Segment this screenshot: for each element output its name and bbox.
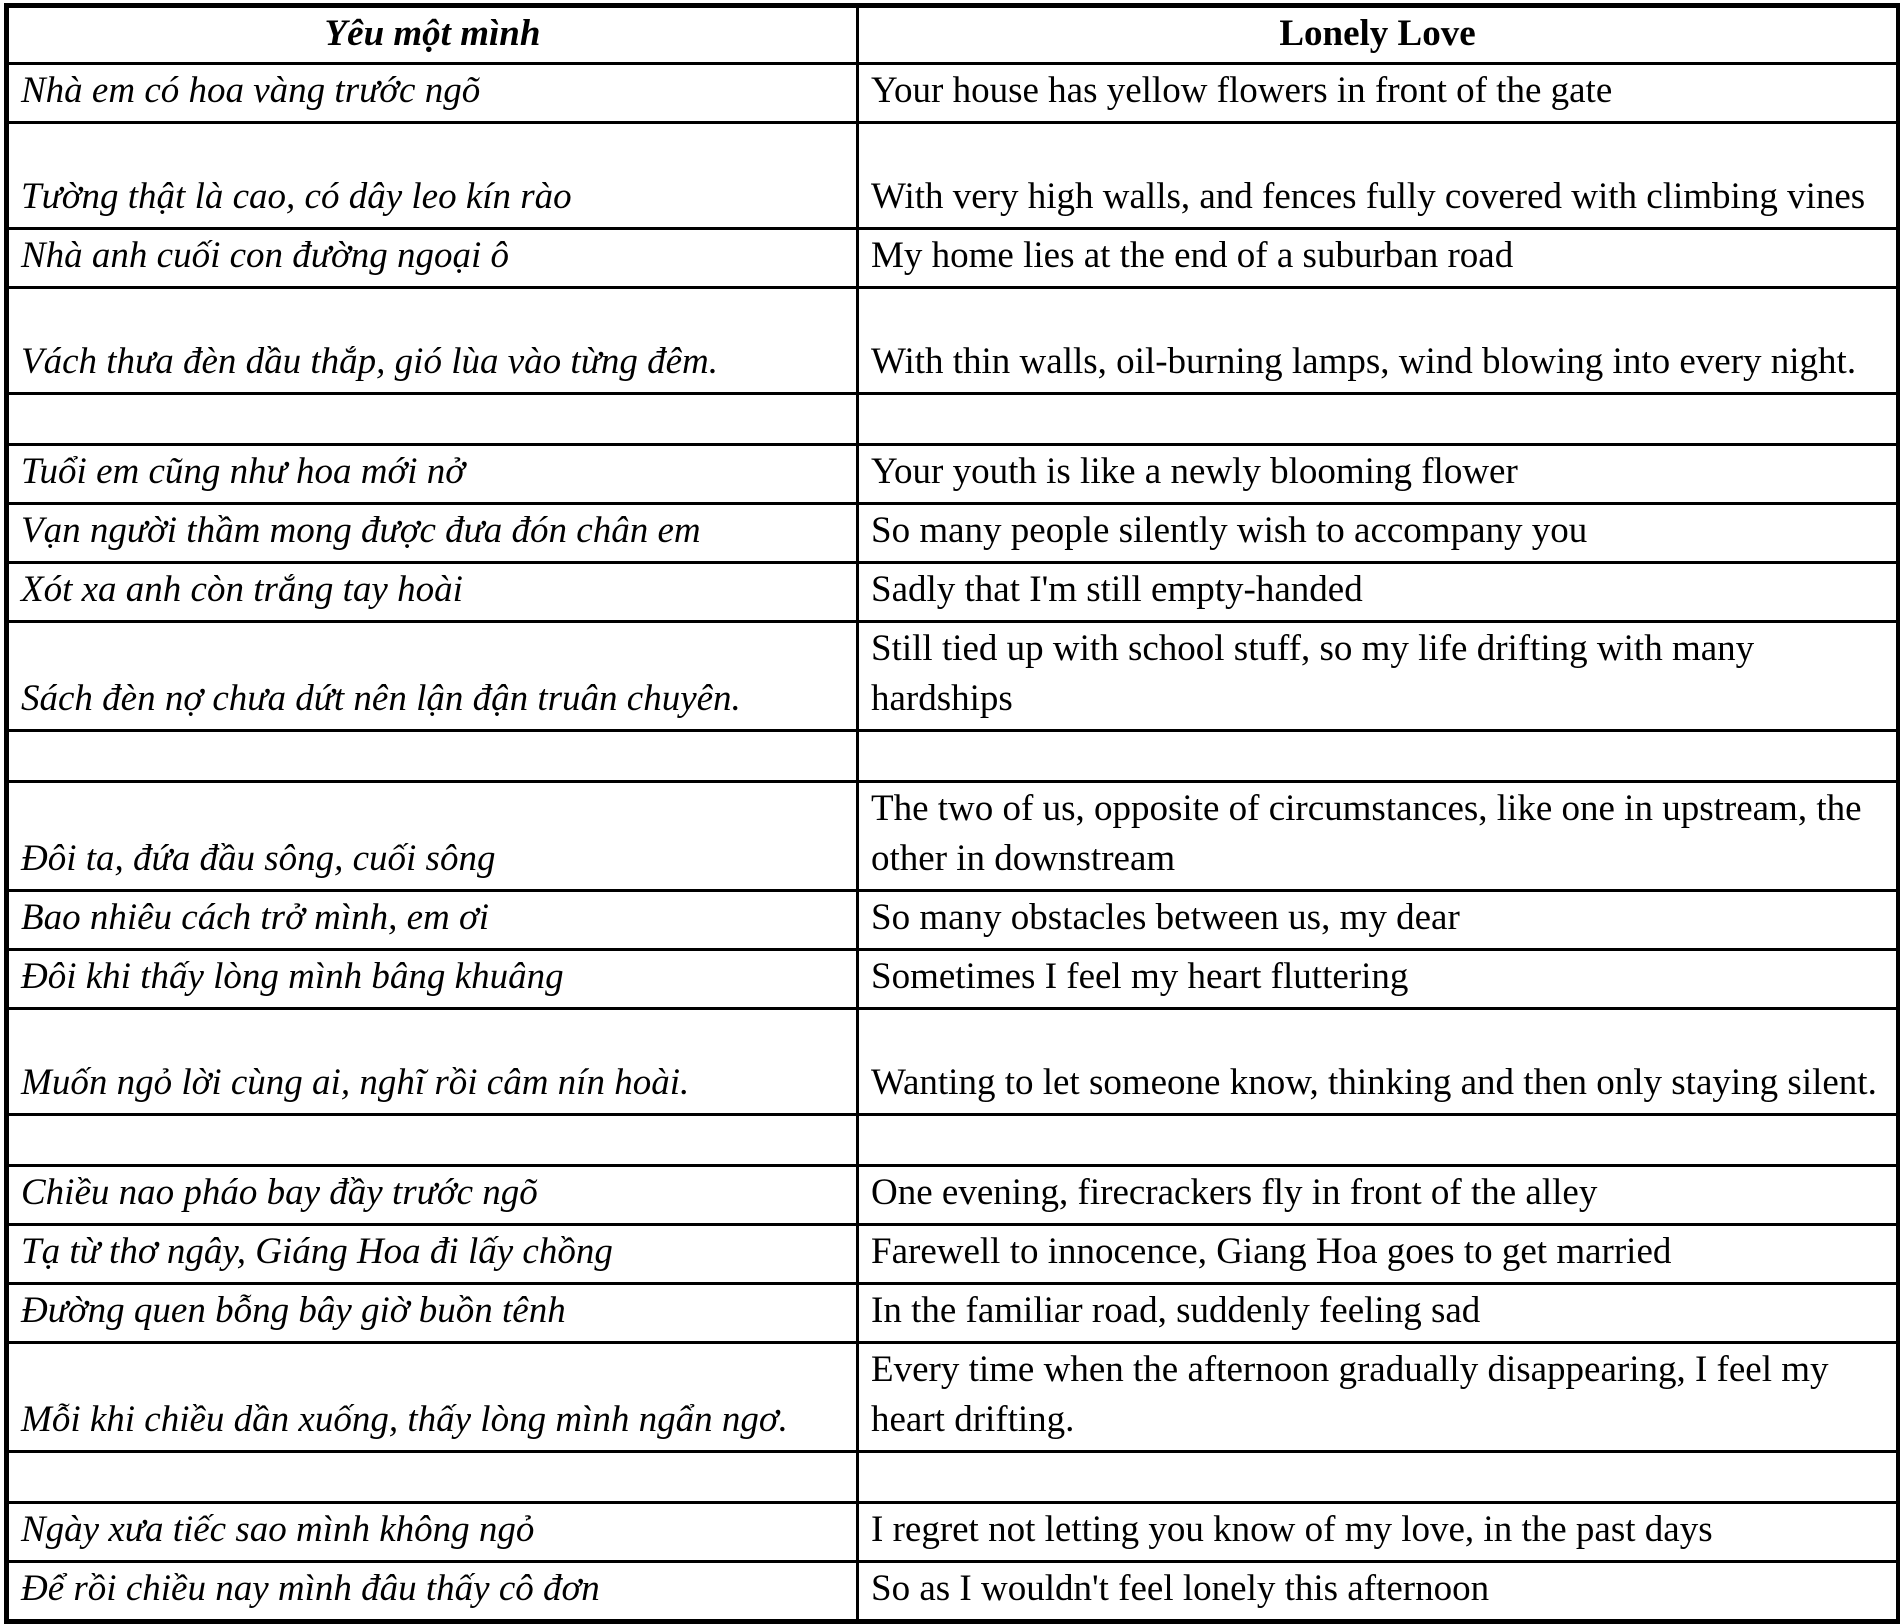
lyric-cell-en: Your house has yellow flowers in front of the gate (858, 64, 1899, 123)
lyric-cell-en: Farewell to innocence, Giang Hoa goes to get married (858, 1225, 1899, 1284)
lyric-row (7, 1343, 1899, 1452)
spacer-cell (7, 394, 858, 445)
lyric-row (7, 563, 1899, 622)
lyric-cell-en: Still tied up with school stuff, so my life drifting with many hardships (858, 622, 1899, 731)
spacer-cell (858, 1452, 1899, 1503)
lyric-cell-vi: Đôi ta, đứa đầu sông, cuối sông (7, 782, 858, 891)
lyric-cell-vi: Tường thật là cao, có dây leo kín rào (7, 123, 858, 229)
verse-spacer-row (7, 394, 1899, 445)
lyric-row (7, 891, 1899, 950)
lyric-cell-vi: Nhà em có hoa vàng trước ngõ (7, 64, 858, 123)
lyric-cell-vi: Ngày xưa tiếc sao mình không ngỏ (7, 1503, 858, 1562)
lyric-cell-en: Sometimes I feel my heart fluttering (858, 950, 1899, 1009)
lyric-row (7, 123, 1899, 229)
verse-spacer-row (7, 1452, 1899, 1503)
lyric-row (7, 64, 1899, 123)
lyric-cell-en: Your youth is like a newly blooming flower (858, 445, 1899, 504)
lyric-cell-vi: Để rồi chiều nay mình đâu thấy cô đơn (7, 1562, 858, 1622)
lyric-cell-en: In the familiar road, suddenly feeling sad (858, 1284, 1899, 1343)
spacer-cell (858, 731, 1899, 782)
lyric-cell-vi: Bao nhiêu cách trở mình, em ơi (7, 891, 858, 950)
lyric-cell-vi: Tuổi em cũng như hoa mới nở (7, 445, 858, 504)
header-row (7, 6, 1899, 64)
lyric-cell-vi: Xót xa anh còn trắng tay hoài (7, 563, 858, 622)
lyric-row (7, 622, 1899, 731)
lyric-row (7, 229, 1899, 288)
lyric-cell-vi: Vách thưa đèn dầu thắp, gió lùa vào từng đêm. (7, 288, 858, 394)
lyric-row (7, 1009, 1899, 1115)
lyric-row (7, 445, 1899, 504)
verse-spacer-row (7, 731, 1899, 782)
lyric-cell-en: So as I wouldn't feel lonely this afternoon (858, 1562, 1899, 1622)
lyrics-translation-table (4, 3, 1900, 1624)
lyric-cell-vi: Đôi khi thấy lòng mình bâng khuâng (7, 950, 858, 1009)
lyric-row (7, 950, 1899, 1009)
lyric-cell-vi: Tạ từ thơ ngây, Giáng Hoa đi lấy chồng (7, 1225, 858, 1284)
lyric-row (7, 504, 1899, 563)
lyric-cell-en: My home lies at the end of a suburban road (858, 229, 1899, 288)
spacer-cell (7, 1452, 858, 1503)
lyric-cell-vi: Đường quen bỗng bây giờ buồn tênh (7, 1284, 858, 1343)
spacer-cell (7, 731, 858, 782)
lyric-cell-vi: Chiều nao pháo bay đầy trước ngõ (7, 1166, 858, 1225)
lyric-cell-en: Wanting to let someone know, thinking and then only staying silent. (858, 1009, 1899, 1115)
lyric-cell-en: With very high walls, and fences fully covered with climbing vines (858, 123, 1899, 229)
lyric-row (7, 1562, 1899, 1622)
lyric-row (7, 782, 1899, 891)
spacer-cell (858, 394, 1899, 445)
column-header-vietnamese-title: Yêu một mình (7, 6, 858, 64)
lyric-cell-vi: Mỗi khi chiều dần xuống, thấy lòng mình ngẩn ngơ. (7, 1343, 858, 1452)
column-header-english-title: Lonely Love (858, 6, 1899, 64)
lyric-cell-en: So many people silently wish to accompany you (858, 504, 1899, 563)
lyric-cell-en: So many obstacles between us, my dear (858, 891, 1899, 950)
verse-spacer-row (7, 1115, 1899, 1166)
lyric-cell-vi: Muốn ngỏ lời cùng ai, nghĩ rồi câm nín hoài. (7, 1009, 858, 1115)
lyric-cell-en: One evening, firecrackers fly in front of the alley (858, 1166, 1899, 1225)
lyric-cell-vi: Sách đèn nợ chưa dứt nên lận đận truân chuyên. (7, 622, 858, 731)
lyric-cell-en: Every time when the afternoon gradually disappearing, I feel my heart drifting. (858, 1343, 1899, 1452)
lyric-row (7, 1225, 1899, 1284)
lyric-cell-vi: Nhà anh cuối con đường ngoại ô (7, 229, 858, 288)
lyric-row (7, 288, 1899, 394)
lyric-cell-en: The two of us, opposite of circumstances, like one in upstream, the other in downstream (858, 782, 1899, 891)
spacer-cell (858, 1115, 1899, 1166)
lyric-row (7, 1166, 1899, 1225)
lyric-row (7, 1284, 1899, 1343)
lyric-cell-en: Sadly that I'm still empty-handed (858, 563, 1899, 622)
spacer-cell (7, 1115, 858, 1166)
lyric-row (7, 1503, 1899, 1562)
lyric-cell-en: I regret not letting you know of my love, in the past days (858, 1503, 1899, 1562)
lyric-cell-en: With thin walls, oil-burning lamps, wind blowing into every night. (858, 288, 1899, 394)
lyric-cell-vi: Vạn người thầm mong được đưa đón chân em (7, 504, 858, 563)
